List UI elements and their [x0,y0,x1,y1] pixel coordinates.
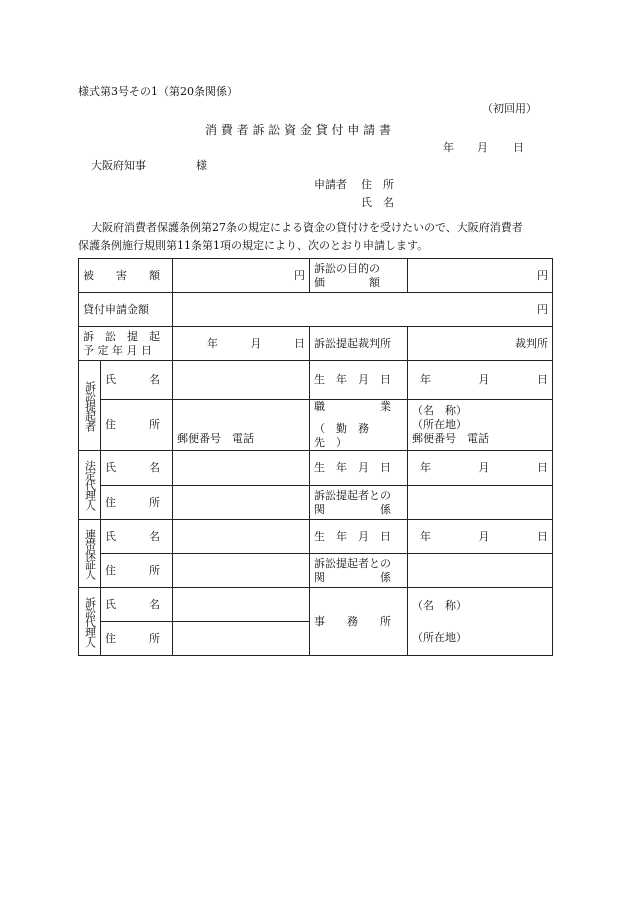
honorific: 様 [196,159,207,172]
guarantor-group-label: 連帯保証人 [79,520,101,588]
office-field[interactable] [408,588,553,656]
legal-rep-birth-label: 生 年 月 日 [310,451,408,486]
suit-value-field[interactable] [408,259,553,293]
guarantor-relation-field[interactable] [408,554,553,588]
office-name-label: （名 称） [412,598,467,612]
postal-phone-label: 郵便番号 電話 [412,432,489,445]
planned-date-label [79,327,173,361]
attorney-address-label: 住 所 [101,622,173,656]
loan-amount-field[interactable] [173,293,553,327]
office-location-label: （所在地） [412,630,467,644]
damage-amount-label: 被 害 額 [79,259,173,293]
applicant-label: 申請者 [314,178,347,191]
guarantor-name-label: 氏 名 [101,520,173,554]
addressee: 大阪府知事 [91,159,146,172]
guarantor-address-label: 住 所 [101,554,173,588]
guarantor-name-field[interactable] [173,520,310,554]
month-unit: 月 [250,336,262,350]
year-unit: 年 [420,461,431,474]
date-month-label: 月 [477,141,488,154]
plaintiff-name-row [79,361,553,400]
application-table [78,258,553,656]
plaintiff-address-row [79,400,553,451]
guarantor-relation-label [310,554,408,588]
guarantor-name-row [79,520,553,554]
plaintiff-name-label: 氏 名 [101,361,173,400]
legal-rep-address-field[interactable] [173,486,310,520]
planned-date-field[interactable] [173,327,310,361]
damage-amount-field[interactable] [173,259,310,293]
plaintiff-birth-label: 生 年 月 日 [310,361,408,400]
plaintiff-birth-field[interactable] [408,361,553,400]
day-unit: 日 [537,373,548,386]
day-unit: 日 [537,529,548,543]
intro-line-1: 大阪府消費者保護条例第27条の規定による資金の貸付けを受けたいので、大阪府消費者 [91,221,523,234]
guarantor-address-row [79,554,553,588]
planned-date-row [79,327,553,361]
guarantor-birth-field[interactable] [408,520,553,554]
suit-value-label-2: 価 額 [314,275,380,289]
court-suffix: 裁判所 [515,336,548,350]
applicant-name-label: 氏 名 [361,196,394,209]
yen-unit: 円 [537,302,548,316]
attorney-address-field[interactable] [173,622,310,656]
usage-label: （初回用） [482,102,537,115]
relation-label-2: 関 係 [314,570,391,584]
relation-label-1: 訴訟提起者との [314,488,391,502]
court-field[interactable] [408,327,553,361]
month-unit: 月 [478,461,490,474]
date-day-label: 日 [513,141,524,154]
guarantor-birth-label: 生 年 月 日 [310,520,408,554]
legal-rep-relation-field[interactable] [408,486,553,520]
damage-row [79,259,553,293]
office-label: 事 務 所 [310,588,408,656]
year-unit: 年 [207,336,218,350]
plaintiff-address-label: 住 所 [101,400,173,451]
attorney-name-label: 氏 名 [101,588,173,622]
legal-rep-name-row [79,451,553,486]
document-title: 消 費 者 訴 訟 資 金 貸 付 申 請 書 [205,123,391,137]
form-number: 様式第3号その1（第20条関係） [78,85,238,98]
month-unit: 月 [478,373,490,386]
attorney-name-field[interactable] [173,588,310,622]
legal-rep-address-label: 住 所 [101,486,173,520]
intro-line-2: 保護条例施行規則第11条第1項の規定により、次のとおり申請します。 [78,239,429,252]
workplace-field[interactable] [408,400,553,451]
day-unit: 日 [537,461,548,474]
loan-row [79,293,553,327]
planned-date-label-2: 予 定 年 月 日 [83,343,152,357]
legal-rep-relation-label [310,486,408,520]
postal-phone-label: 郵便番号 電話 [177,432,254,445]
yen-unit: 円 [294,268,305,282]
suit-value-label [310,259,408,293]
date-year-label: 年 [443,141,454,154]
legal-rep-birth-field[interactable] [408,451,553,486]
year-unit: 年 [420,373,431,386]
occupation-label [310,400,408,451]
relation-label-2: 関 係 [314,502,391,516]
attorney-group-label: 訴訟代理人 [79,588,101,656]
planned-date-label-1: 訴 訟 提 起 [83,329,160,343]
relation-label-1: 訴訟提起者との [314,556,391,570]
plaintiff-group-label: 訴訟提起者 [79,361,101,451]
plaintiff-name-field[interactable] [173,361,310,400]
legal-rep-group-label: 法定代理人 [79,451,101,520]
yen-unit: 円 [537,268,548,282]
month-unit: 月 [478,529,490,543]
plaintiff-address-field[interactable] [173,400,310,451]
guarantor-address-field[interactable] [173,554,310,588]
location-label: （所在地） [412,418,467,431]
occupation-text: 職 業 [314,400,391,413]
legal-rep-address-row [79,486,553,520]
legal-rep-name-label: 氏 名 [101,451,173,486]
legal-rep-name-field[interactable] [173,451,310,486]
suit-value-label-1: 訴訟の目的の [314,261,380,275]
year-unit: 年 [420,529,431,543]
loan-amount-label: 貸付申請金額 [79,293,173,327]
attorney-name-row [79,588,553,622]
org-name-label: （名 称） [412,404,467,417]
applicant-address-label: 住 所 [361,178,394,191]
workplace-text: （ 勤 務 先 ） [314,422,380,449]
day-unit: 日 [294,336,305,350]
court-label: 訴訟提起裁判所 [310,327,408,361]
